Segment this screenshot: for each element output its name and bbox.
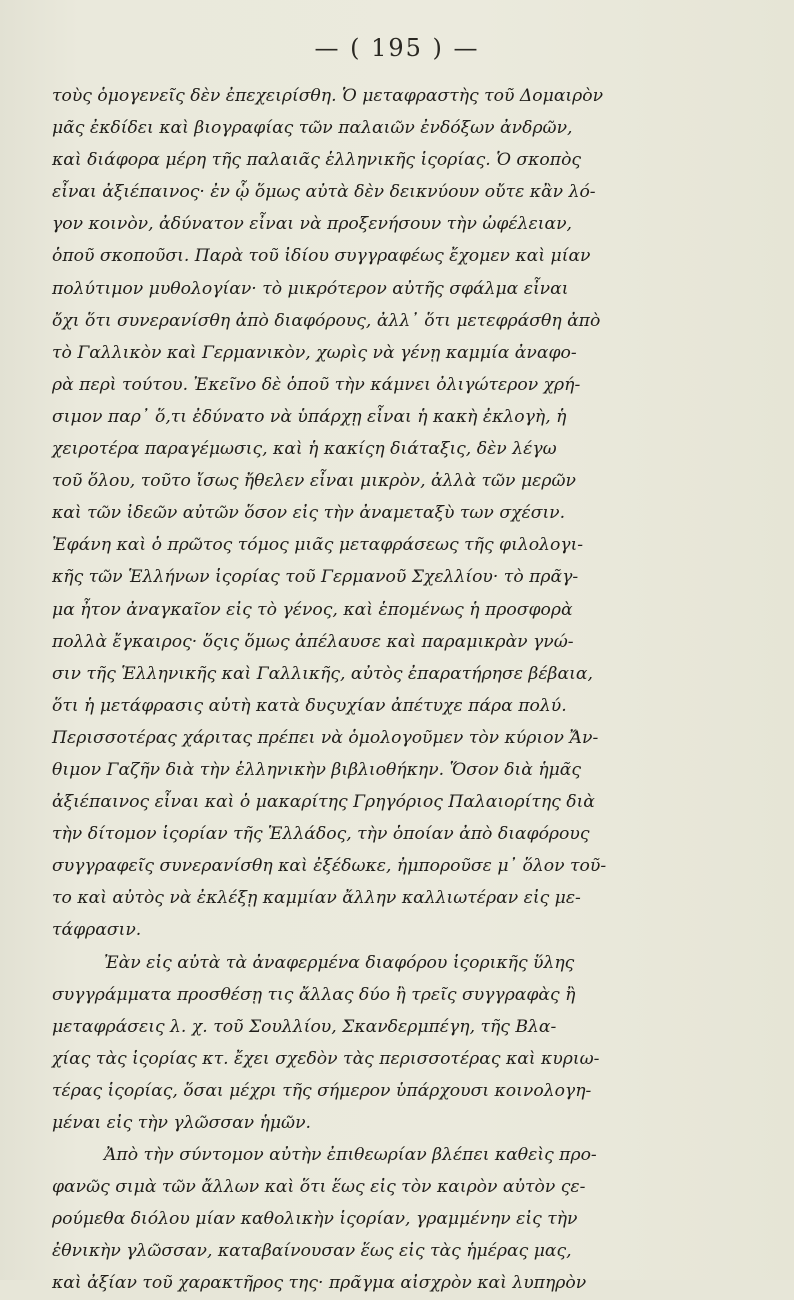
text-line: χειροτέρα παραγέμωσις, καὶ ἡ κακίςη διάταξις, δὲν λέγω [52,439,557,460]
paragraph [52,1139,702,1299]
paragraph [52,947,702,1140]
text-line: συγγράμματα προσθέσῃ τις ἄλλας δύο ἢ τρεῖς συγγραφὰς ἢ [52,984,576,1005]
text-line: καὶ ἀξίαν τοῦ χαρακτῆρος της· πρᾶγμα αἰσχρὸν καὶ λυπηρὸν [52,1273,587,1294]
text-line: σιν τῆς Ἑλληνικῆς καὶ Γαλλικῆς, αὐτὸς ἐπαρατήρησε βέβαια, [52,663,593,684]
text-line: θιμον Γαζῆν διὰ τὴν ἑλληνικὴν βιβλιοθήκην. Ὅσον διὰ ἡμᾶς [52,759,582,780]
text-line: χίας τὰς ἱςορίας κτ. ἔχει σχεδὸν τὰς περισσοτέρας καὶ κυριω- [52,1048,600,1069]
text-line: καὶ διάφορα μέρη τῆς παλαιᾶς ἑλληνικῆς ἱςορίας. Ὁ σκοπὸς [52,150,582,171]
text-line: τοῦ ὅλου, τοῦτο ἴσως ἤθελεν εἶναι μικρὸν, ἀλλὰ τῶν μερῶν [52,471,576,492]
text-line: κῆς τῶν Ἑλλήνων ἱςορίας τοῦ Γερμανοῦ Σχελλίου· τὸ πρᾶγ- [52,567,579,588]
text-line: γον κοινὸν, ἀδύνατον εἶναι νὰ προξενήσουν τὴν ὠφέλειαν, [52,214,573,235]
text-line: τάφρασιν. [52,920,142,941]
text-line: Ἐὰν εἰς αὐτὰ τὰ ἀναφερμένα διαφόρου ἱςορικῆς ὕλης [104,952,575,973]
text-line: μᾶς ἐκδίδει καὶ βιογραφίας τῶν παλαιῶν ἐνδόξων ἀνδρῶν, [52,118,573,139]
paragraph [52,80,702,947]
text-line: μέναι εἰς τὴν γλῶσσαν ἡμῶν. [52,1113,311,1133]
text-line: συγγραφεῖς συνερανίσθη καὶ ἐξέδωκε, ἠμποροῦσε μ᾽ ὅλον τοῦ- [52,856,607,877]
text-line: σιμον παρ᾽ ὅ,τι ἐδύνατο νὰ ὑπάρχῃ εἶναι ἡ κακὴ ἐκλογὴ, ἡ [52,406,567,427]
page-number: — ( 195 ) — [314,34,480,62]
text-line: Ἐφάνη καὶ ὁ πρῶτος τόμος μιᾶς μεταφράσεως τῆς φιλολογι- [52,535,584,556]
text-line: τοὺς ὁμογενεῖς δὲν ἐπεχειρίσθη. Ὁ μεταφραστὴς τοῦ Δομαιρὸν [52,86,604,106]
text-line: μεταφράσεις λ. χ. τοῦ Σουλλίου, Σκανδερμπέγη, τῆς Βλα- [52,1016,557,1037]
text-line: Ἀπὸ τὴν σύντομον αὐτὴν ἐπιθεωρίαν βλέπει καθεὶς προ- [104,1145,597,1166]
text-line: φανῶς σιμὰ τῶν ἄλλων καὶ ὅτι ἕως εἰς τὸν καιρὸν αὐτὸν ςε- [52,1177,586,1198]
text-line: ἐθνικὴν γλῶσσαν, καταβαίνουσαν ἕως εἰς τὰς ἡμέρας μας, [52,1241,572,1262]
text-line: ὁποῦ σκοποῦσι. Παρὰ τοῦ ἰδίου συγγραφέως ἔχομεν καὶ μίαν [52,246,591,267]
text-line: πολύτιμον μυθολογίαν· τὸ μικρότερον αὐτῆς σφάλμα εἶναι [52,278,569,299]
text-line: τὸ Γαλλικὸν καὶ Γερμανικὸν, χωρὶς νὰ γένῃ καμμία ἀναφο- [52,342,577,363]
text-line: Περισσοτέρας χάριτας πρέπει νὰ ὁμολογοῦμεν τὸν κύριον Ἄν- [52,727,599,748]
text-line: εἶναι ἀξιέπαινος· ἐν ᾧ ὅμως αὐτὰ δὲν δεικνύουν οὔτε κἂν λό- [52,182,596,203]
text-line: τέρας ἱςορίας, ὅσαι μέχρι τῆς σήμερον ὑπάρχουσι κοινολογη- [52,1080,592,1101]
text-line: ἀξιέπαινος εἶναι καὶ ὁ μακαρίτης Γρηγόριος Παλαιορίτης διὰ [52,792,595,813]
text-line: ὅτι ἡ μετάφρασις αὐτὴ κατὰ δυςυχίαν ἀπέτυχε πάρα πολύ. [52,695,567,716]
text-line: τὴν δίτομον ἱςορίαν τῆς Ἑλλάδος, τὴν ὁποίαν ἀπὸ διαφόρους [52,824,590,845]
text-line: ρὰ περὶ τούτου. Ἐκεῖνο δὲ ὁποῦ τὴν κάμνει ὀλιγώτερον χρή- [52,374,581,395]
text-line: το καὶ αὐτὸς νὰ ἐκλέξῃ καμμίαν ἄλλην καλλιωτέραν εἰς με- [52,888,581,909]
text-line: ὄχι ὅτι συνερανίσθη ἀπὸ διαφόρους, ἀλλ᾽ ὅτι μετεφράσθη ἀπὸ [52,310,601,331]
text-line: πολλὰ ἔγκαιρος· ὅςις ὅμως ἀπέλαυσε καὶ παραμικρὰν γνώ- [52,631,574,652]
text-line: ρούμεθα διόλου μίαν καθολικὴν ἱςορίαν, γραμμένην εἰς τὴν [52,1209,578,1230]
body-text [52,80,702,1300]
text-line: μα ἦτον ἀναγκαῖον εἰς τὸ γένος, καὶ ἑπομένως ἡ προσφορὰ [52,599,573,620]
text-line: καὶ τῶν ἰδεῶν αὐτῶν ὅσον εἰς τὴν ἀναμεταξὺ των σχέσιν. [52,503,566,524]
